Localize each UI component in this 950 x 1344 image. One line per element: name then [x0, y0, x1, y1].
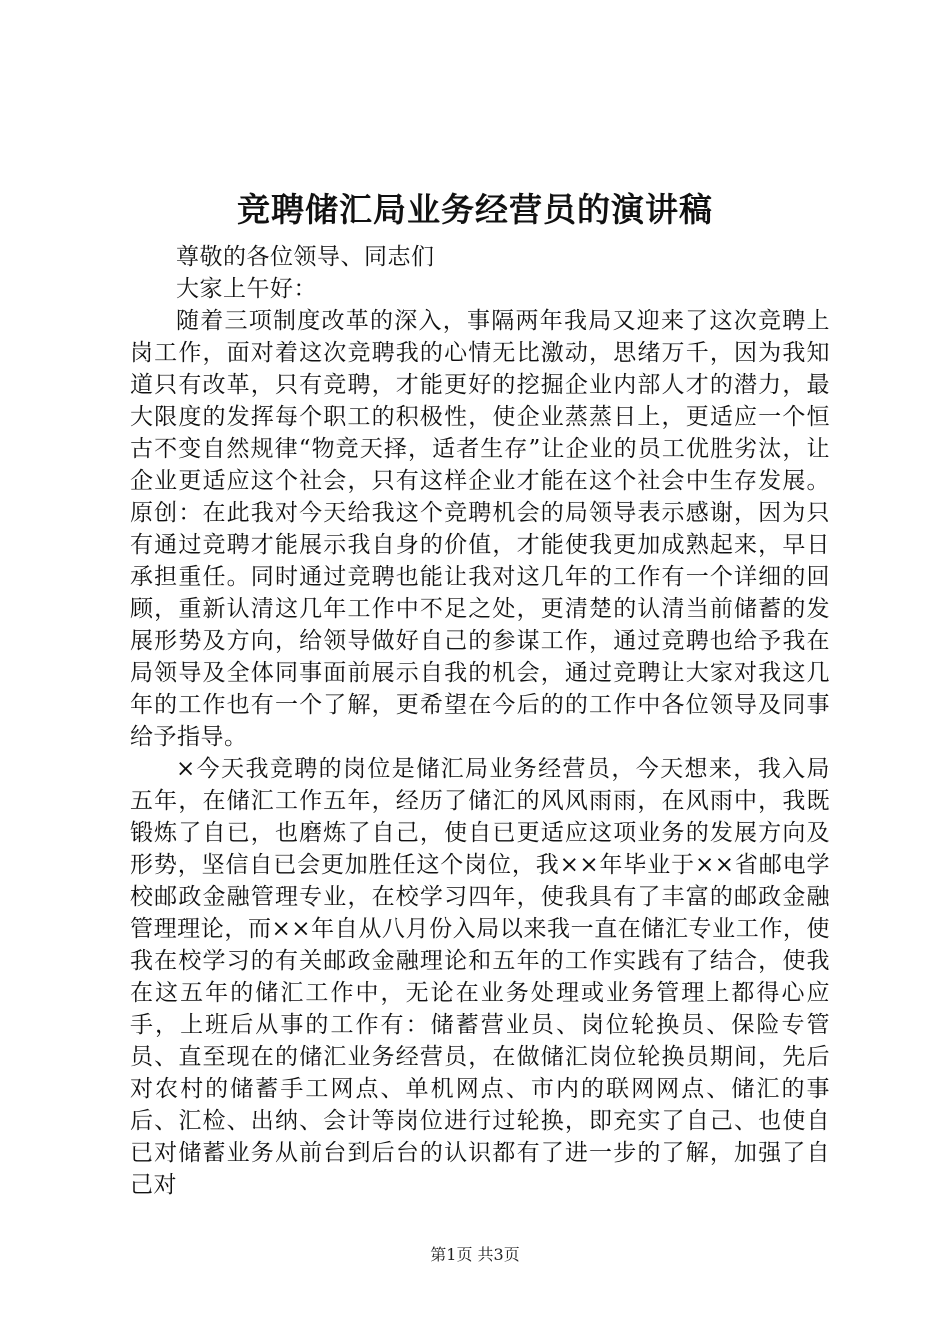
document-title: 竞聘储汇局业务经营员的演讲稿: [237, 190, 713, 229]
document-body: [130, 241, 830, 1201]
body-paragraph-1: 随着三项制度改革的深入，事隔两年我局又迎来了这次竞聘上岗工作，面对着这次竞聘我的心情无比激动，思绪万千，因为我知道只有改革，只有竞聘，才能更好的挖掘企业内部人才的潜力，最大限度的发挥每个职工的积极性，使企业蒸蒸日上，更适应一个恒古不变自然规律“物竞天择，适者生存”让企业的员工优胜劣汰，让企业更适应这个社会，只有这样企业才能在这个社会中生存发展。原创：在此我对今天给我这个竞聘机会的局领导表示感谢，因为只有通过竞聘才能展示我自身的价值，才能使我更加成熟起来，早日承担重任。同时通过竞聘也能让我对这几年的工作有一个详细的回顾，重新认清这几年工作中不足之处，更清楚的认清当前储蓄的发展形势及方向，给领导做好自己的参谋工作，通过竞聘也给予我在局领导及全体同事面前展示自我的机会，通过竞聘让大家对我这几年的工作也有一个了解，更希望在今后的的工作中各位领导及同事给予指导。: [130, 308, 830, 750]
salutation: 尊敬的各位领导、同志们: [176, 244, 435, 270]
greeting: 大家上午好：: [176, 276, 317, 302]
page-footer: 第1页 共3页: [430, 1245, 520, 1264]
body-paragraph-2: ×今天我竞聘的岗位是储汇局业务经营员，今天想来，我入局五年，在储汇工作五年，经历了储汇的风风雨雨，在风雨中，我既锻炼了自已，也磨炼了自己，使自已更适应这项业务的发展方向及形势，坚信自已会更加胜任这个岗位，我××年毕业于××省邮电学校邮政金融管理专业，在校学习四年，使我具有了丰富的邮政金融管理理论，而××年自从八月份入局以来我一直在储汇专业工作，使我在校学习的有关邮政金融理论和五年的工作实践有了结合，使我在这五年的储汇工作中，无论在业务处理或业务管理上都得心应手，上班后从事的工作有：储蓄营业员、岗位轮换员、保险专管员、直至现在的储汇业务经营员，在做储汇岗位轮换员期间，先后对农村的储蓄手工网点、单机网点、市内的联网网点、储汇的事后、汇检、出纳、会计等岗位进行过轮换，即充实了自己、也使自已对储蓄业务从前台到后台的认识都有了进一步的了解，加强了自己对: [130, 756, 830, 1198]
